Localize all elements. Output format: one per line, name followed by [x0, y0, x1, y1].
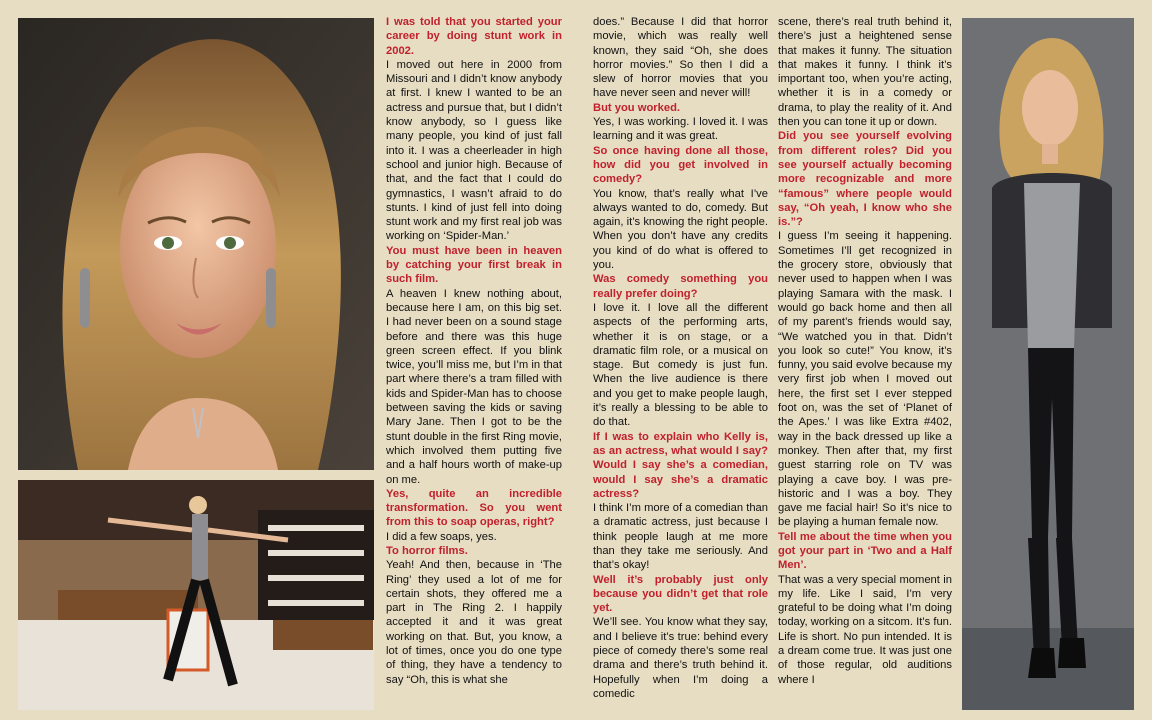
- interview-answer: A heaven I knew nothing about, because here I am, on this big set. I had never been on a sound stage before and there was this huge green screen effect. If you blink twice, you’ll miss me, but I’m in that part where there’s a tram filled with kids and Spider-Man has to choose between saving the kids or saving Mary Jane. Then I got to be the stunt double in the first Ring movie, which involved them putting five and a half hours worth of make-up on me.: [386, 287, 562, 486]
- interview-answer: Yes, I was working. I loved it. I was learning and it was great.: [593, 116, 768, 143]
- interview-answer: I guess I’m seeing it happening. Sometimes I’ll get recognized in the grocery store, obviously that never used to happen when I was playing Samara with the mask. I would go back home and then all of my parent’s friends would say, “We watched you in that. Didn’t you look so cute!” You know, it’s funny, you said evolve because my very first job when I moved out here, the first set I ever stepped foot on, was the set of ‘Planet of the Apes.’ I was like Extra #402, way in the back dressed up like a monkey. Then after that, my first guest starring role on TV was playing a cave boy. I was pre-historic and I was a boy. They gave me facial hair! So it’s nice to be playing a human female now.: [778, 230, 952, 529]
- portrait-photo: [18, 18, 374, 470]
- interview-answer: You know, that’s really what I’ve always wanted to do, comedy. But again, it’s knowing the right people. When you don’t have any credits you kind of do what is offered to you.: [593, 187, 768, 272]
- interview-question: Tell me about the time when you got your part in ‘Two and a Half Men’.: [778, 530, 952, 572]
- standing-photo: [962, 18, 1134, 710]
- interview-question: But you worked.: [593, 101, 681, 114]
- interview-question: Yes, quite an incredible transformation. So you went from this to soap operas, right?: [386, 487, 562, 529]
- interview-answer: Yeah! And then, because in ‘The Ring’ they used a lot of me for certain shots, they offered me a part in The Ring 2. I happily accepted it and it was great working on that. But, you know, a lot of times, once you do one type of thing, they have a tendency to say “Oh, this is what she: [386, 559, 562, 686]
- interview-answer: does.” Because I did that horror movie, which was really well known, they said “Oh, she does horror movies.” So then I did a slew of horror movies that you have never seen and never will!: [593, 16, 768, 100]
- interview-answer: I think I’m more of a comedian than a dramatic actress, just because I think people laugh at me more than they take me seriously. And that’s okay!: [593, 502, 768, 572]
- article-column-1: [386, 15, 562, 715]
- salon-image: [18, 480, 374, 710]
- interview-question: So once having done all those, how did you get involved in comedy?: [593, 144, 768, 186]
- interview-question: Well it’s probably just only because you didn’t get that role yet.: [593, 573, 768, 615]
- standing-image: [962, 18, 1134, 710]
- article-column-3: [778, 15, 952, 715]
- interview-answer: I did a few soaps, yes.: [386, 530, 497, 543]
- interview-answer: That was a very special moment in my life. Like I said, I’m very grateful to be doing what I’m doing today, working on a sitcom. It’s fun. Life is short. No pun intended. It is a dream come true. It was just one of those regular, old auditions where I: [778, 573, 952, 686]
- interview-question: You must have been in heaven by catching your first break in such film.: [386, 244, 562, 286]
- interview-question: Did you see yourself evolving from different roles? Did you see yourself actually becoming more recognizable and more “famous” where people would say, “Oh yeah, I know who she is.”?: [778, 130, 952, 229]
- interview-question: Was comedy something you really prefer doing?: [593, 273, 768, 300]
- interview-answer: I moved out here in 2000 from Missouri and I didn’t know anybody at first. I knew I wanted to be an actress and pursue that, but I didn’t know anybody, so I guess like many people, you kind of just fall into it. I was a cheerleader in high school and junior high. Because of that, and the fact that I could do gymnastics, I wasn’t afraid to do stunts. I kind of just fell into doing stunt work and my first real job was working on ‘Spider-Man.’: [386, 58, 562, 243]
- interview-question: I was told that you started your career by doing stunt work in 2002.: [386, 16, 562, 57]
- salon-photo: [18, 480, 374, 710]
- portrait-image: [18, 18, 374, 470]
- interview-question: If I was to explain who Kelly is, as an actress, what would I say? Would I say she’s a comedian, would I say she’s a dramatic actress?: [593, 430, 768, 500]
- article-column-2: [593, 15, 768, 715]
- interview-answer: We’ll see. You know what they say, and I believe it’s true: behind every piece of comedy there’s some real drama and there’s truth behind it. Hopefully when I’m doing a comedic: [593, 616, 768, 700]
- interview-answer: scene, there’s real truth behind it, there’s just a heightened sense that makes it funny. The situation that makes it funny. I think it’s important too, when you’re acting, whether it is in a comedy or drama, to play the reality of it. And then you can tone it up or down.: [778, 16, 952, 129]
- interview-question: To horror films.: [386, 544, 468, 557]
- interview-answer: I love it. I love all the different aspects of the performing arts, whether it is on stage, or a dramatic film role, or a musical on stage. But comedy is just fun. When the live audience is there and you get to make people laugh, it’s really a blessing to be able to do that.: [593, 301, 768, 429]
